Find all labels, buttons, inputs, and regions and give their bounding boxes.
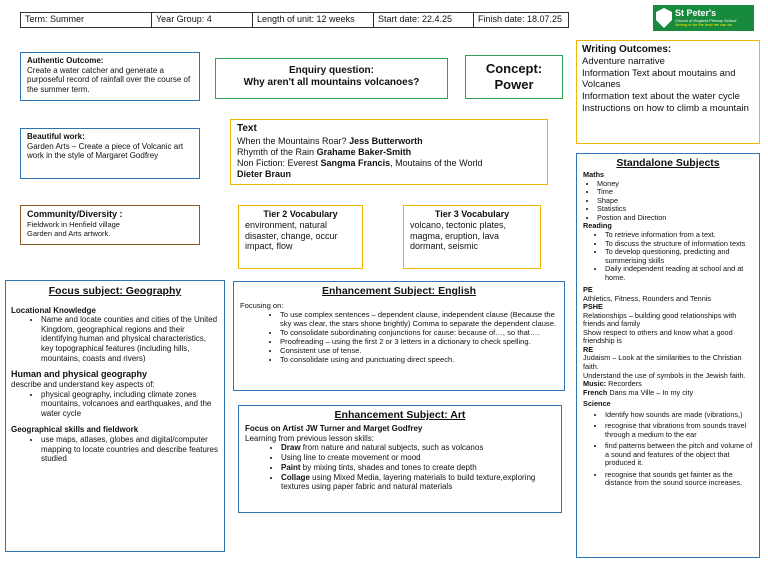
english-item: • Proofreading – using the first 2 or 3 letters in a dictionary to check spelling.	[280, 337, 558, 346]
maths-item: • Postion and Direction	[597, 214, 753, 223]
english-title: Enhancement Subject: English	[321, 285, 477, 297]
locational-item: • Name and locate counties and cities of the United Kingdom, geographical regions and their identifying human and physical characteristics, key topographical features (including hills, mountains, coasts and rivers)	[41, 315, 219, 363]
pshe-text: Relationships – building good relationships with friends and family	[583, 310, 737, 329]
beautiful-text: Garden Arts – Create a piece of Volcanic art work in the style of Margaret Godfrey	[27, 141, 184, 161]
tier2-title: Tier 2 Vocabulary	[263, 209, 338, 219]
maths-item: • Statistics	[597, 205, 753, 214]
community-title: Community/Diversity :	[27, 209, 123, 219]
concept-box	[465, 55, 563, 99]
music-line: Music: Recorders	[583, 379, 642, 389]
writing-item: Instructions on how to climb a mountain	[582, 102, 749, 114]
art-item: • Using line to create movement or mood	[281, 453, 555, 463]
pe-title: PE	[583, 285, 593, 295]
maths-item: • Money	[597, 180, 753, 189]
text-box	[230, 119, 548, 185]
concept-label: Concept:	[485, 61, 543, 76]
skills-item: • use maps, atlases, globes and digital/computer mapping to locate countries and describe features studied	[41, 435, 219, 464]
reading-title: Reading	[583, 221, 612, 231]
tier3-text: volcano, tectonic plates, magma, eruption, lava dormant, seismic	[410, 219, 507, 252]
maths-item: • Time	[597, 188, 753, 197]
enquiry-box	[215, 58, 448, 99]
length-cell: Length of unit: 12 weeks	[253, 13, 374, 27]
writing-outcomes-box	[576, 40, 760, 144]
text-line-1: When the Mountains Roar? Jess Butterworth	[237, 135, 423, 146]
art-title: Enhancement Subject: Art	[334, 409, 466, 421]
authentic-text: Create a water catcher and generate a purposeful record of rainfall over the course of the summer term.	[27, 65, 191, 94]
start-date-cell: Start date: 22.4.25	[374, 13, 474, 27]
english-box	[233, 281, 565, 391]
re-title: RE	[583, 344, 594, 354]
re-text: Judaism – Look at the similarities to the Christian faith.	[583, 353, 742, 371]
skills-title: Geographical skills and fieldwork	[11, 425, 139, 435]
writing-item: Information text about the water cycle	[582, 90, 740, 102]
pe-text: Athletics, Fitness, Rounders and Tennis	[583, 293, 712, 303]
pshe-text: Show respect to others and know what a good friendship is	[583, 327, 733, 346]
writing-item: Adventure narrative	[582, 56, 665, 68]
crest-icon	[656, 8, 672, 28]
header-bar	[20, 12, 569, 28]
enquiry-question: Why aren't all mountains volcanoes?	[243, 77, 420, 88]
beautiful-title: Beautiful work:	[27, 132, 85, 141]
human-physical-intro: describe and understand key aspects of:	[11, 379, 155, 389]
authentic-outcome-box	[20, 52, 200, 101]
english-item: • Consistent use of tense.	[280, 346, 558, 355]
finish-date-cell: Finish date: 18.07.25	[478, 14, 563, 24]
art-focus: Focus on Artist JW Turner and Marget Godfrey	[245, 423, 423, 433]
english-item: • To consolidate using and punctuating direct speech.	[280, 355, 558, 364]
french-line: French Dans ma Ville – In my city	[583, 387, 694, 397]
english-item: • To use complex sentences – dependent clause, independent clause (Because the sky was clear, the stars shone brightly) Comma to separate the dependent clause.	[280, 310, 558, 328]
art-item: • Draw from nature and natural subjects, such as volcanos	[281, 443, 555, 453]
community-line-1: Fieldwork in Henfield village	[27, 219, 120, 229]
standalone-subjects-box	[576, 153, 760, 558]
logo-tagline: Aiming to be the best we can be	[675, 22, 732, 28]
beautiful-work-box	[20, 128, 200, 179]
standalone-title: Standalone Subjects	[616, 157, 720, 169]
authentic-title: Authentic Outcome:	[27, 56, 104, 65]
school-logo	[653, 5, 754, 31]
reading-item: • Daily independent reading at school and at home.	[605, 265, 753, 282]
human-physical-item: • physical geography, including climate zones mountains, volcanoes and earthquakes, and the water cycle	[41, 390, 219, 419]
logo-name: St Peter's	[675, 7, 717, 18]
science-item: • recognise that sounds get fainter as the distance from the sound source increases.	[605, 471, 753, 488]
tier2-box	[238, 205, 363, 269]
logo-subtitle: Church of England Primary School	[675, 17, 737, 23]
writing-title: Writing Outcomes:	[582, 44, 672, 55]
community-box	[20, 205, 200, 245]
science-item: • find patterns between the pitch and volume of a sound and features of the object that produced it.	[605, 442, 753, 468]
maths-title: Maths	[583, 170, 605, 180]
english-intro: Focusing on:	[240, 300, 284, 310]
text-line-2: Rhymth of the Rain Grahame Baker-Smith	[237, 146, 412, 157]
reading-item: • To retrieve information from a text.	[605, 231, 753, 240]
text-line-4: Dieter Braun	[237, 169, 292, 180]
tier2-text: environment, natural disaster, change, occur impact, flow	[245, 219, 338, 252]
art-item: • Collage using Mixed Media, layering materials to build texture,exploring textures using paper fabric and natural materials	[281, 473, 555, 493]
locational-title: Locational Knowledge	[11, 305, 96, 315]
human-physical-title: Human and physical geography	[11, 369, 148, 380]
reading-item: • To develop questioning, predicting and summerising skills	[605, 248, 753, 265]
science-item: • Identify how sounds are made (vibrations,)	[605, 411, 753, 420]
writing-item: Information Text about moutains and Volcanes	[582, 67, 736, 91]
tier3-box	[403, 205, 541, 269]
concept-value: Power	[494, 76, 534, 92]
art-box	[238, 405, 562, 513]
term-cell: Term: Summer	[21, 13, 152, 27]
geography-title: Focus subject: Geography	[48, 285, 182, 297]
english-item: • To consolidate subordinating conjunctions for cause: because of…, so that….	[280, 328, 558, 337]
geography-box	[5, 280, 225, 552]
science-item: • recognise that vibrations from sounds travel through a medium to the ear	[605, 422, 753, 439]
pshe-title: PSHE	[583, 302, 603, 312]
community-line-2: Garden and Arts artwork.	[27, 228, 111, 238]
enquiry-label: Enquiry question:	[289, 65, 374, 76]
tier3-title: Tier 3 Vocabulary	[434, 209, 510, 219]
text-title: Text	[237, 123, 257, 134]
maths-item: • Shape	[597, 197, 753, 206]
science-title: Science	[583, 399, 611, 409]
re-text: Understand the use of symbols in the Jewish faith.	[583, 370, 746, 380]
reading-item: • To discuss the structure of information texts	[605, 240, 753, 249]
art-item: • Paint by mixing tints, shades and tones to create depth	[281, 463, 555, 473]
year-group-cell: Year Group: 4	[152, 13, 253, 27]
text-line-3: Non Fiction: Everest Sangma Francis, Moutains of the World	[237, 158, 483, 168]
art-intro: Learning from previous lesson skills:	[245, 433, 374, 443]
